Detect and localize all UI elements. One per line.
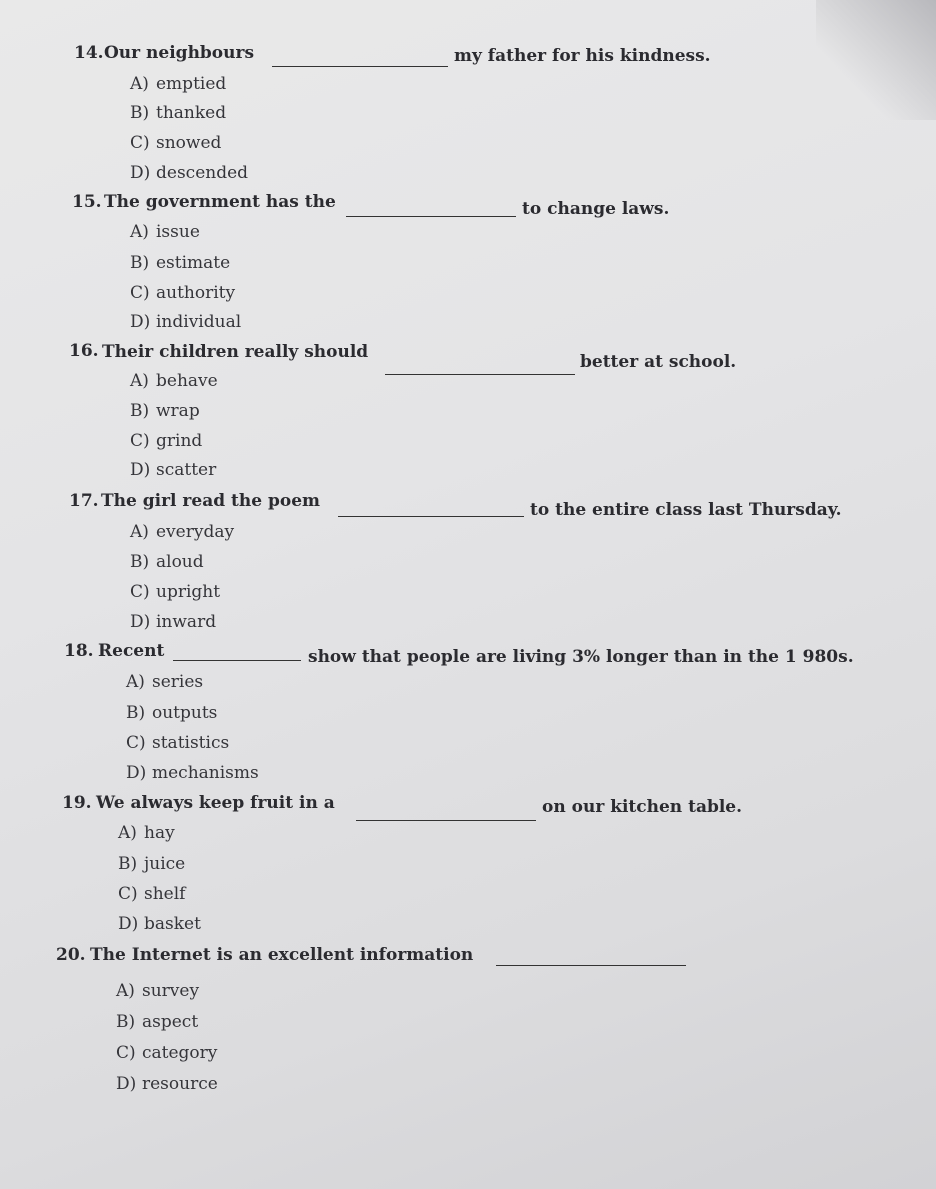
option-b[interactable]: B) aspect — [116, 1012, 199, 1032]
question-text-after: my father for his kindness. — [454, 46, 711, 66]
option-b[interactable]: B) thanked — [130, 103, 227, 123]
answer-blank[interactable] — [346, 216, 516, 217]
option-c[interactable]: C) statistics — [126, 733, 230, 753]
answer-blank[interactable] — [496, 965, 686, 966]
option-b[interactable]: B) juice — [118, 854, 186, 874]
option-a[interactable]: A) hay — [118, 823, 175, 843]
option-a[interactable]: A) behave — [130, 371, 218, 391]
option-c[interactable]: C) shelf — [118, 884, 186, 904]
option-a[interactable]: A) series — [126, 672, 204, 692]
question-text-before: Their children really should — [102, 342, 369, 362]
question-text-before: The government has the — [104, 192, 336, 212]
question-number: 18. — [64, 641, 94, 661]
page-corner-shadow — [816, 0, 936, 120]
question-number: 14. — [74, 43, 104, 63]
option-d[interactable]: D) resource — [116, 1074, 218, 1094]
option-a[interactable]: A) issue — [130, 222, 200, 242]
answer-blank[interactable] — [272, 66, 448, 67]
question-text-before: The girl read the poem — [101, 491, 320, 511]
question-text-before: Our neighbours — [104, 43, 255, 63]
question-text-after: on our kitchen table. — [542, 797, 743, 817]
question-number: 20. — [56, 945, 86, 965]
question-number: 19. — [62, 793, 92, 813]
question-text-after: show that people are living 3% longer than in the 1 980s. — [308, 647, 854, 667]
option-d[interactable]: D) scatter — [130, 460, 217, 480]
option-d[interactable]: D) basket — [118, 914, 201, 934]
option-b[interactable]: B) outputs — [126, 703, 218, 723]
option-d[interactable]: D) mechanisms — [126, 763, 259, 783]
question-number: 15. — [72, 192, 102, 212]
option-b[interactable]: B) estimate — [130, 253, 231, 273]
question-text-after: to the entire class last Thursday. — [530, 500, 842, 520]
question-number: 16. — [69, 341, 99, 361]
option-b[interactable]: B) aloud — [130, 552, 204, 572]
answer-blank[interactable] — [173, 660, 301, 661]
answer-blank[interactable] — [338, 516, 524, 517]
question-text-before: The Internet is an excellent information — [90, 945, 474, 965]
option-c[interactable]: C) grind — [130, 431, 203, 451]
option-d[interactable]: D) individual — [130, 312, 242, 332]
answer-blank[interactable] — [385, 374, 575, 375]
answer-blank[interactable] — [356, 820, 536, 821]
option-d[interactable]: D) descended — [130, 163, 249, 183]
option-d[interactable]: D) inward — [130, 612, 217, 632]
option-c[interactable]: C) category — [116, 1043, 218, 1063]
option-c[interactable]: C) authority — [130, 283, 236, 303]
question-text-before: We always keep fruit in a — [96, 793, 335, 813]
option-b[interactable]: B) wrap — [130, 401, 200, 421]
question-text-after: better at school. — [580, 352, 737, 372]
option-a[interactable]: A) survey — [116, 981, 200, 1001]
question-text-after: to change laws. — [522, 199, 670, 219]
option-a[interactable]: A) emptied — [130, 74, 227, 94]
question-text-before: Recent — [98, 641, 165, 661]
question-number: 17. — [69, 491, 99, 511]
option-c[interactable]: C) upright — [130, 582, 221, 602]
option-c[interactable]: C) snowed — [130, 133, 222, 153]
option-a[interactable]: A) everyday — [130, 522, 235, 542]
